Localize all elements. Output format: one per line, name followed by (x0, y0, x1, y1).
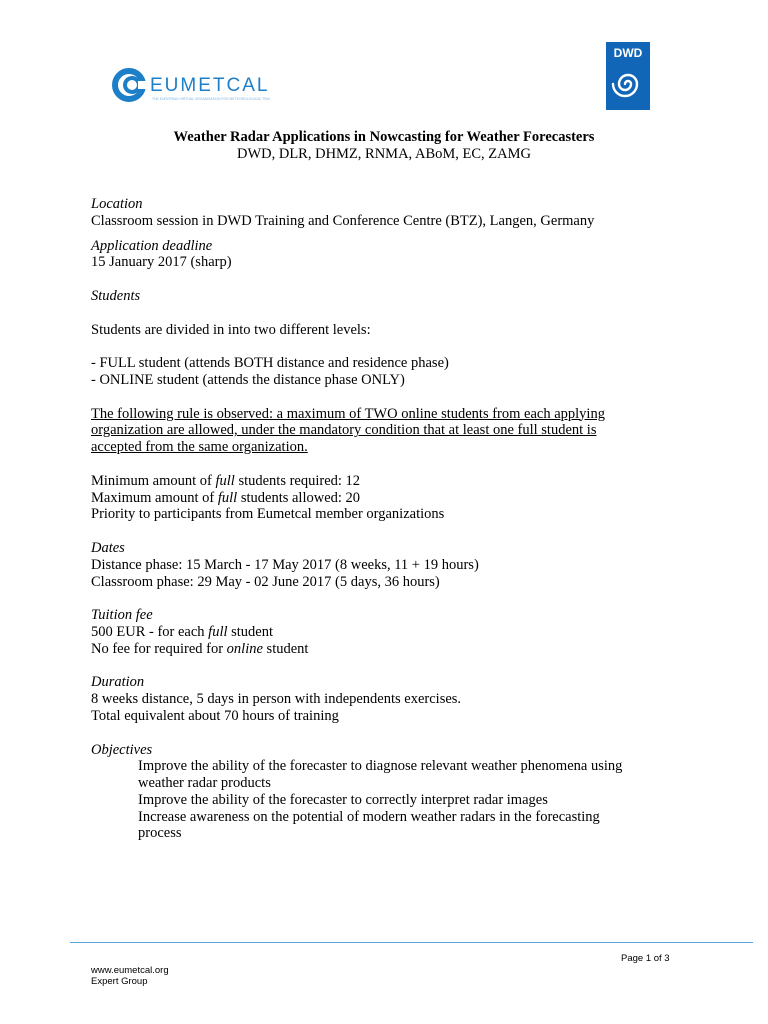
rule-line-2: organization are allowed, under the mandatory condition that at least one full student is (91, 422, 597, 439)
objective-1a: Improve the ability of the forecaster to diagnose relevant weather phenomena using (138, 758, 623, 775)
students-heading: Students (91, 287, 141, 304)
page-number: Page 1 of 3 (621, 953, 670, 964)
document-body (91, 196, 651, 842)
eumetcal-logo (110, 66, 270, 106)
rule-line-1: The following rule is observed: a maximum of TWO online students from each applying (91, 405, 605, 422)
students-intro: Students are divided in into two different levels: (91, 321, 371, 338)
maximum-students-a: Maximum amount of (91, 489, 218, 506)
location-text: Classroom session in DWD Training and Conference Centre (BTZ), Langen, Germany (91, 212, 595, 229)
minimum-students (91, 473, 651, 490)
objective-1b: weather radar products (138, 775, 271, 792)
distance-phase: Distance phase: 15 March - 17 May 2017 (8 weeks, 11 + 19 hours) (91, 556, 479, 573)
duration-line-1: 8 weeks distance, 5 days in person with independents exercises. (91, 691, 462, 708)
course-title: Weather Radar Applications in Nowcasting for Weather Forecasters (173, 129, 595, 145)
eumetcal-swirl-icon (110, 66, 270, 106)
eumetcal-wordmark: EUMETCAL (150, 75, 270, 96)
location-heading: Location (91, 196, 143, 212)
duration-line-2: Total equivalent about 70 hours of training (91, 707, 339, 724)
document-title (0, 129, 768, 163)
deadline-heading: Application deadline (91, 237, 213, 254)
dates-heading: Dates (91, 539, 125, 556)
fee-online-a: No fee for required for (91, 640, 227, 657)
minimum-students-b: full (215, 472, 235, 489)
fee-full-a: 500 EUR - for each (91, 623, 209, 640)
classroom-phase: Classroom phase: 29 May - 02 June 2017 (5 days, 36 hours) (91, 573, 440, 590)
objective-3a: Increase awareness on the potential of modern weather radars in the forecasting (138, 808, 600, 825)
fee-full (91, 624, 651, 641)
objective-2: Improve the ability of the forecaster to correctly interpret radar images (138, 791, 548, 808)
footer-info (91, 965, 169, 987)
priority-text: Priority to participants from Eumetcal member organizations (91, 506, 445, 523)
dwd-spiral-icon (606, 42, 650, 110)
fee-online-c: student (262, 640, 309, 657)
footer-url[interactable]: www.eumetcal.org (91, 965, 169, 976)
fee-full-c: student (227, 623, 274, 640)
maximum-students-c: students allowed: 20 (237, 489, 361, 506)
course-partners: DWD, DLR, DHMZ, RNMA, ABoM, EC, ZAMG (236, 146, 532, 162)
fee-online-b: online (226, 640, 263, 657)
duration-heading: Duration (91, 674, 145, 691)
online-student-item: - ONLINE student (attends the distance phase ONLY) (91, 371, 405, 388)
maximum-students-b: full (217, 489, 238, 506)
deadline-text: 15 January 2017 (sharp) (91, 254, 232, 271)
minimum-students-c: students required: 12 (234, 472, 361, 489)
objectives-heading: Objectives (91, 741, 153, 758)
fee-full-b: full (208, 623, 228, 640)
fee-heading: Tuition fee (91, 607, 153, 624)
footer-group: Expert Group (91, 976, 148, 987)
dwd-wordmark: DWD (613, 46, 643, 60)
maximum-students (91, 490, 651, 507)
eumetcal-tagline: THE EUROPEAN VIRTUAL ORGANISATION FOR METEOROLOGICAL TRAINING (152, 97, 270, 101)
dwd-logo (606, 42, 650, 110)
footer-divider (70, 942, 753, 943)
minimum-students-a: Minimum amount of (91, 472, 216, 489)
fee-online (91, 641, 651, 658)
full-student-item: - FULL student (attends BOTH distance and residence phase) (91, 355, 449, 372)
rule-line-3: accepted from the same organization. (91, 439, 308, 456)
objective-3b: process (138, 825, 182, 842)
